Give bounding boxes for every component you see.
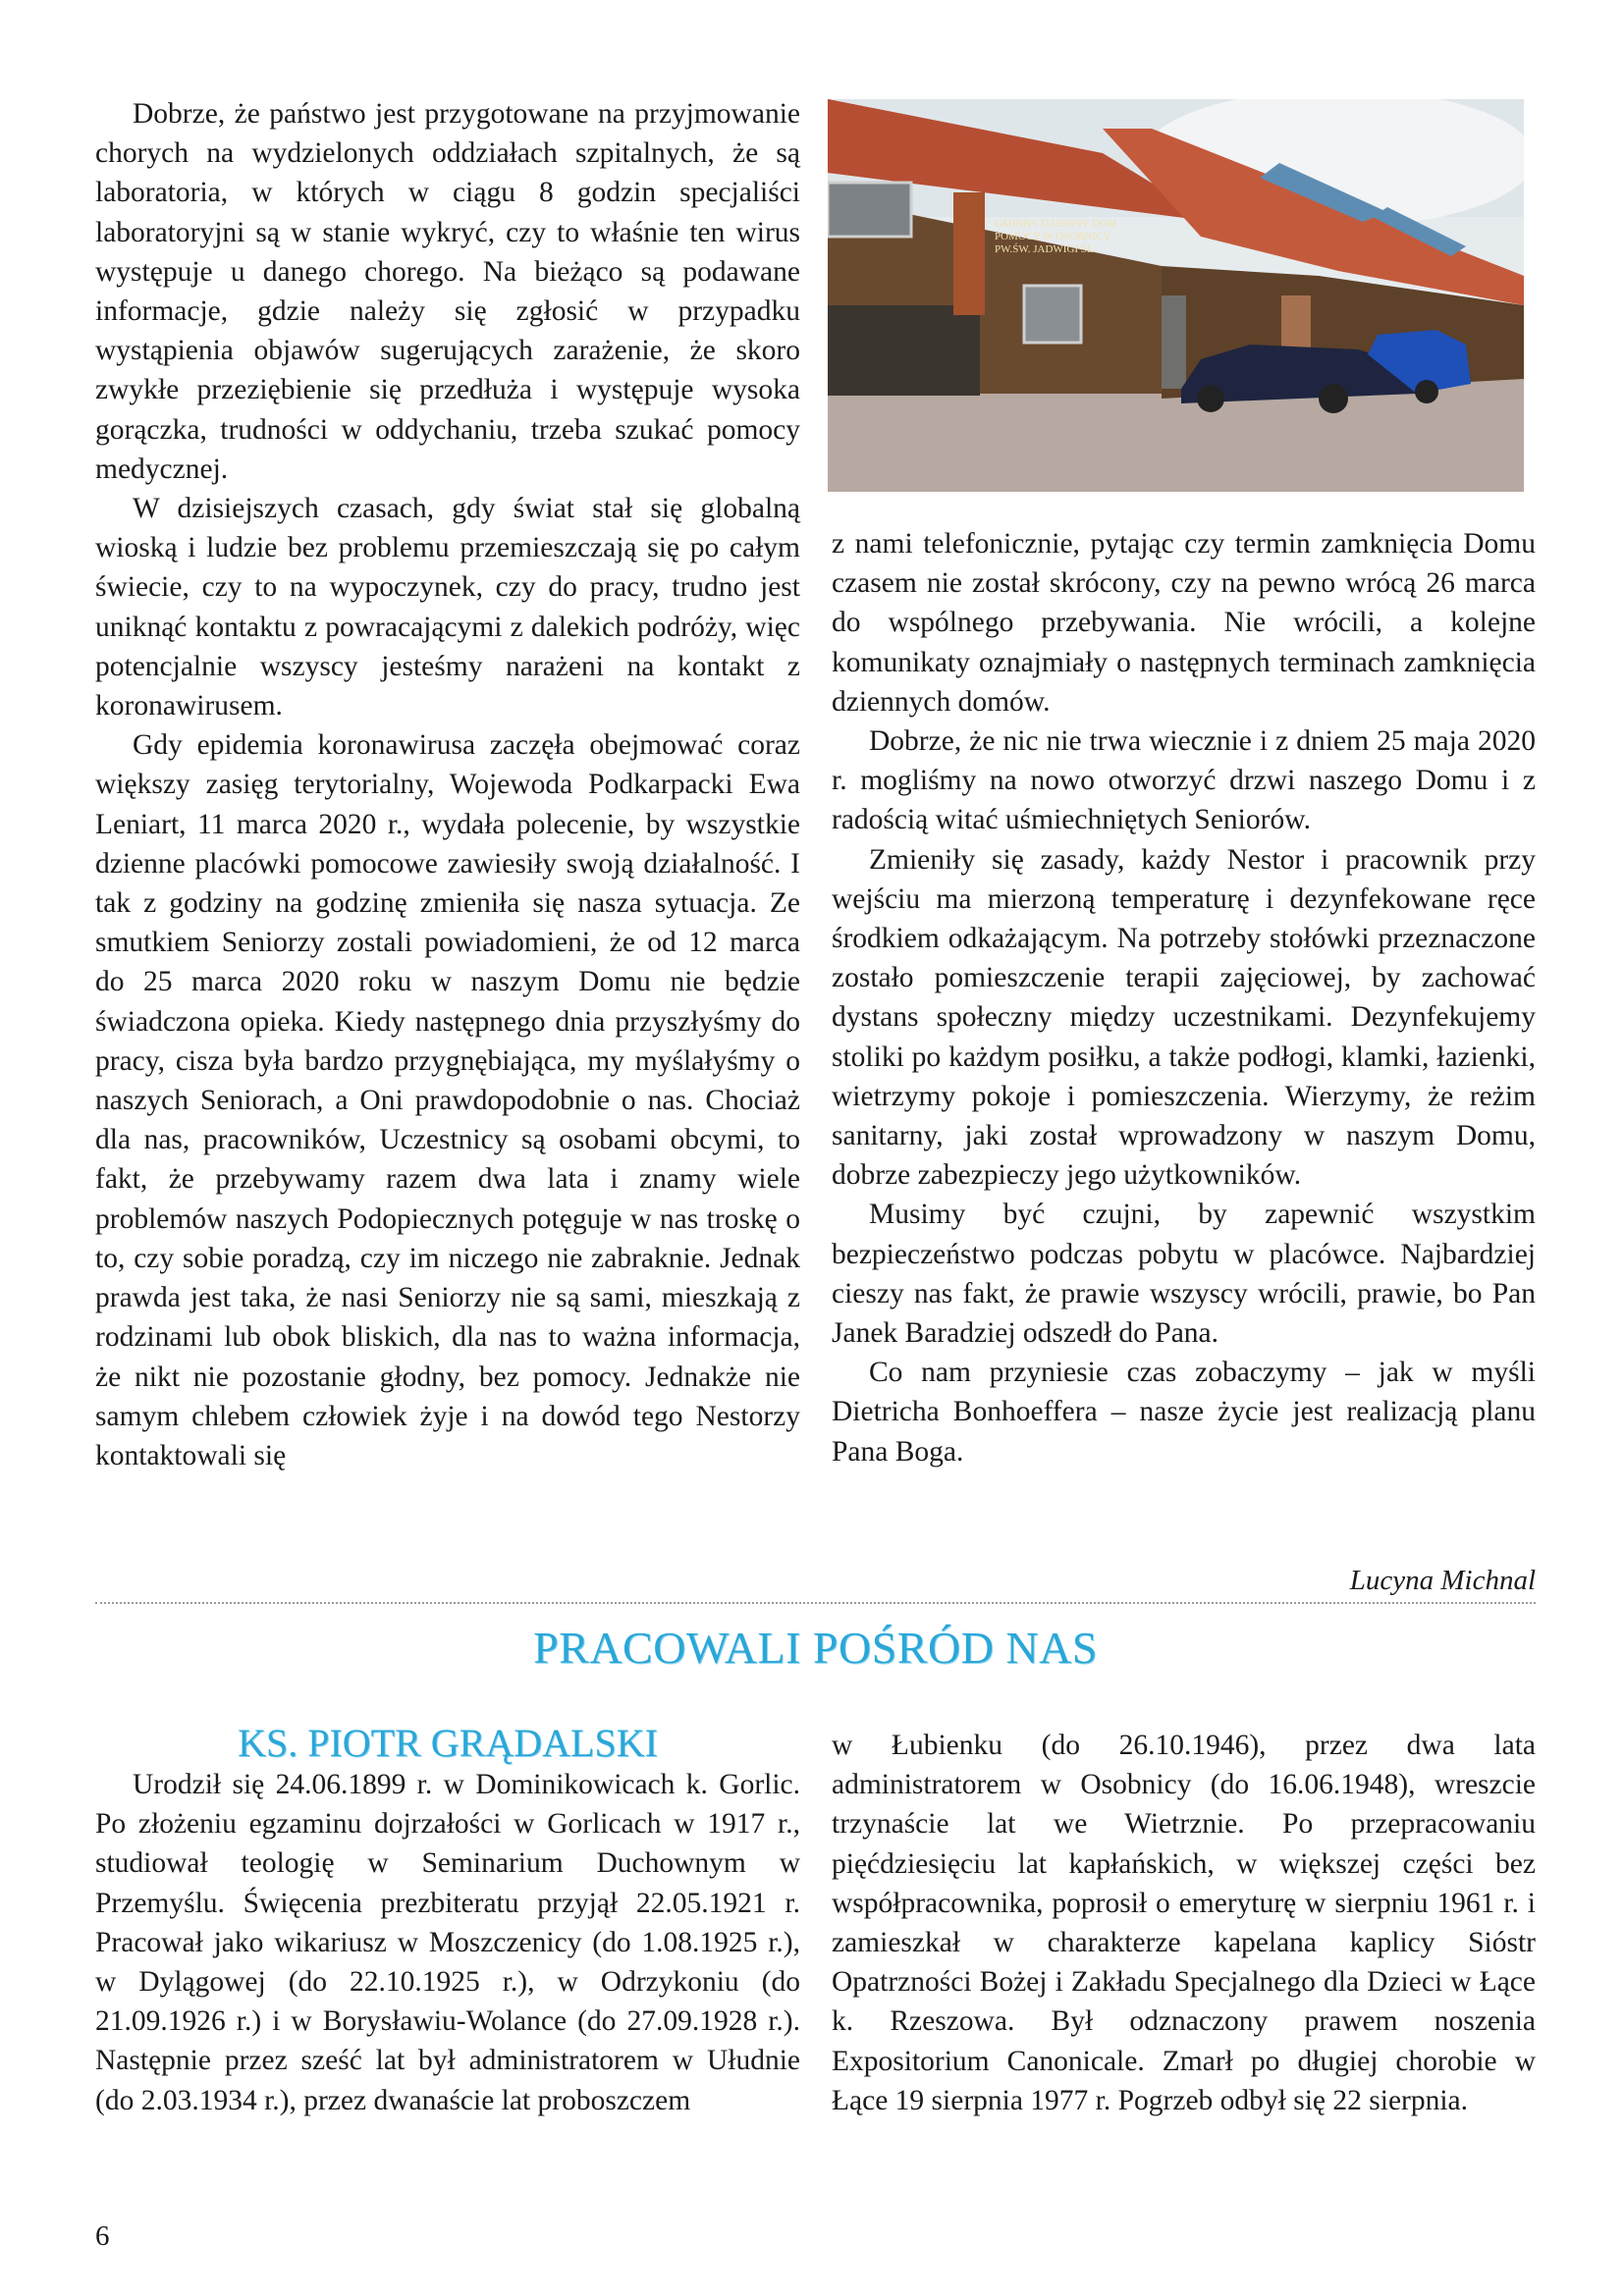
paragraph: z nami telefonicznie, pytając czy termin zamknięcia Domu czasem nie został skrócony, czy na pewno wrócą 26 marca do wspólnego przebywania. Nie wrócili, a kolejne komunikaty oznajmiały o następnych terminach zamknięcia dziennych domów. bbox=[832, 528, 1536, 718]
paragraph: Musimy być czujni, by zapewnić wszystkim bezpieczeństwo podczas pobytu w placówce. Najbardziej cieszy nas fakt, że prawie wszyscy wrócili, prawie, bo Pan Janek Baradziej odszedł do Pana. bbox=[832, 1199, 1536, 1350]
person-heading: KS. PIOTR GRĄDALSKI bbox=[238, 1721, 658, 1765]
page-number: 6 bbox=[95, 2220, 110, 2252]
paragraph: Gdy epidemia koronawirusa zaczęła obejmować coraz większy zasięg terytorialny, Wojewoda Podkarpacki Ewa Leniart, 11 marca 2020 r., wydała polecenie, by wszystkie dzienne placówki pomocowe zawiesiły swoją działalność. I tak z godziny na godzinę zmieniła się nasza sytuacja. Ze smutkiem Seniorzy zostali powiadomieni, że od 12 marca do 25 marca 2020 roku w naszym Domu nie będzie świadczona opieka. Kiedy następnego dnia przyszłyśmy do pracy, cisza była bardzo przygnębiająca, my myślałyśmy o naszych Seniorach, a Oni prawdopodobnie o nas. Chociaż dla nas, pracowników, Uczestnicy są osobami obcymi, to fakt, że przebywamy razem dwa lata i znamy wiele problemów naszych Podopiecznych potęguje w nas troskę o to, czy sobie poradzą, czy im niczego nie zabraknie. Jednak prawda jest taka, że nasi Seniorzy nie są sami, mieszkają z rodzinami lub obok bliskich, dla nas to ważna informacja, że nikt nie pozostanie głodny, bez pomocy. Jednakże nie samym chlebem człowiek żyje i na dowód tego Nestorzy kontaktowali się bbox=[95, 729, 800, 1471]
paragraph: Zmieniły się zasady, każdy Nestor i pracownik przy wejściu ma mierzoną temperaturę i dezynfekowane ręce środkiem odkażającym. Na potrzeby stołówki przeznaczone zostało pomieszczenie terapii zajęciowej, by zachować dystans społeczny między uczestnikami. Dezynfekujemy stoliki po każdym posiłku, a także podłogi, klamki, łazienki, wietrzymy pokoje i pomieszczenia. Wierzymy, że reżim sanitarny, jaki został wprowadzony w naszym Domu, dobrze zabezpieczy jego użytkowników. bbox=[832, 843, 1536, 1192]
paragraph: Dobrze, że nic nie trwa wiecznie i z dniem 25 maja 2020 r. mogliśmy na nowo otworzyć drzwi naszego Domu i z radością witać uśmiechniętych Seniorów. bbox=[832, 725, 1536, 836]
article-column-left bbox=[95, 94, 800, 1475]
svg-text:GMINNY DZIENNY DOM: GMINNY DZIENNY DOM bbox=[995, 218, 1117, 230]
paragraph: Co nam przyniesie czas zobaczymy – jak w myśli Dietricha Bonhoeffera – nasze życie jest realizacją planu Pana Boga. bbox=[832, 1357, 1536, 1468]
paragraph: Urodził się 24.06.1899 r. w Dominikowicach k. Gorlic. Po złożeniu egzaminu dojrzałości w Gorlicach w 1917 r., studiował teologię w Seminarium Duchownym w Przemyślu. Święcenia prezbiteratu przyjął 22.05.1921 r. Pracował jako wikariusz w Moszczenicy (do 1.08.1925 r.), w Dylągowej (do 22.10.1925 r.), w Odrzykoniu (do 21.09.1926 r.) i w Borysławiu-Wolance (do 27.09.1928 r.). Następnie przez sześć lat był administratorem w Ułudnie (do 2.03.1934 r.), przez dwanaście lat proboszczem bbox=[95, 1769, 800, 2116]
building-photo bbox=[828, 99, 1524, 492]
svg-text:POMOCY W OSOBNICY: POMOCY W OSOBNICY bbox=[995, 231, 1111, 242]
section-divider bbox=[95, 1602, 1536, 1604]
article-column-right bbox=[832, 524, 1536, 1471]
section-title: PRACOWALI POŚRÓD NAS bbox=[533, 1623, 1098, 1673]
paragraph: W dzisiejszych czasach, gdy świat stał się globalną wioską i ludzie bez problemu przemieszczają się po całym świecie, czy to na wypoczynek, czy do pracy, trudno jest uniknąć kontaktu z powracającymi z dalekich podróży, więc potencjalnie wszyscy jesteśmy narażeni na kontakt z koronawirusem. bbox=[95, 493, 800, 722]
svg-text:PW.ŚW. JADWIGI ŚL.: PW.ŚW. JADWIGI ŚL. bbox=[995, 243, 1097, 255]
paragraph: w Łubienku (do 26.10.1946), przez dwa lata administratorem w Osobnicy (do 16.06.1948), wreszcie trzynaście lat we Wietrznie. Po przepracowaniu pięćdziesięciu lat kapłańskich, w większej części bez współpracownika, poprosił o emeryturę w sierpniu 1961 r. i zamieszkał w charakterze kapelana kaplicy Sióstr Opatrzności Bożej i Zakładu Specjalnego dla Dzieci w Łące k. Rzeszowa. Był odznaczony prawem noszenia Expositorium Canonicale. Zmarł po długiej chorobie w Łące 19 sierpnia 1977 r. Pogrzeb odbył się 22 sierpnia. bbox=[832, 1730, 1536, 2116]
paragraph: Dobrze, że państwo jest przygotowane na przyjmowanie chorych na wydzielonych oddziałach szpitalnych, że są laboratoria, w których w ciągu 8 godzin specjaliści laboratoryjni są w stanie wykryć, czy to właśnie ten wirus występuje u danego chorego. Na bieżąco są podawane informacje, gdzie należy się zgłosić w przypadku wystąpienia objawów sugerujących zarażenie, że skoro zwykłe przeziębienie się przedłuża i występuje wysoka gorączka, trudności w oddychaniu, trzeba szukać pomocy medycznej. bbox=[95, 98, 800, 485]
biography-column-right bbox=[832, 1726, 1536, 2120]
biography-column-left bbox=[95, 1765, 800, 2120]
author-signature: Lucyna Michnal bbox=[1349, 1565, 1536, 1596]
building-photo-image bbox=[828, 99, 1524, 492]
